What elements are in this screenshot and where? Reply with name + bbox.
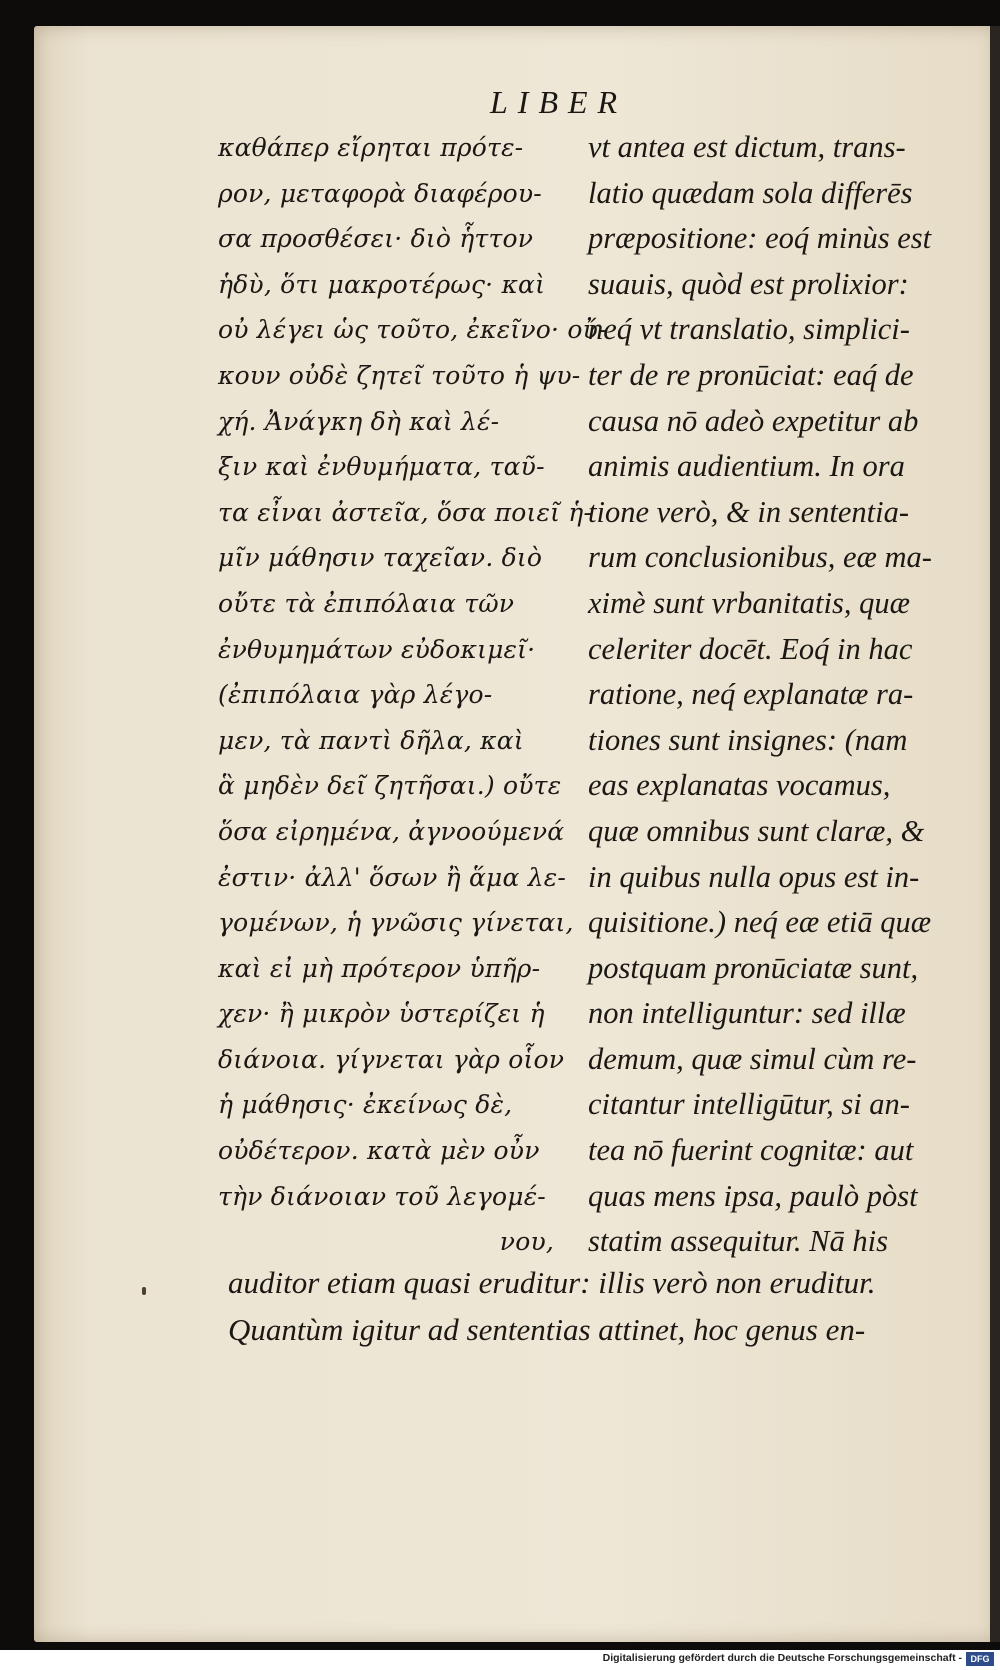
latin-line: ximè sunt vrbanitatis, quæ — [588, 585, 910, 620]
greek-line: καὶ εἰ μὴ πρότερον ὑπῆρ- — [218, 953, 541, 983]
greek-line: ἐνθυμημάτων εὐδοκιμεῖ· — [218, 634, 536, 664]
latin-line: tea nō fuerint cognitæ: aut — [588, 1133, 914, 1168]
latin-line: ter de re pronūciat: eaq́ de — [588, 357, 914, 392]
latin-line: eas explanatas vocamus, — [588, 768, 891, 803]
greek-line: γομένων, ἡ γνῶσις γίνεται, — [218, 908, 574, 938]
greek-line: μῖν μάθησιν ταχεῖαν. διὸ — [218, 543, 543, 573]
latin-line: præpositione: eoq́ minùs est — [588, 221, 932, 256]
greek-line: τα εἶναι ἀστεῖα, ὅσα ποιεῖ ἡ- — [218, 497, 593, 527]
greek-line: ἡ μάθησις· ἐκείνως δὲ, — [218, 1090, 513, 1120]
greek-line: κουν οὐδὲ ζητεῖ τοῦτο ἡ ψυ- — [218, 360, 581, 390]
full-width-line-2: Quantùm igitur ad sententias attinet, hoc genus en- — [228, 1312, 866, 1347]
latin-line: demum, quæ simul cùm re- — [588, 1041, 917, 1076]
latin-line: quisitione.) neq́ eæ etiā quæ — [588, 905, 932, 940]
dfg-logo: DFG — [966, 1652, 994, 1666]
latin-line: rum conclusionibus, eæ ma- — [588, 540, 932, 575]
greek-line: χή. Ἀνάγκη δὴ καὶ λέ- — [218, 406, 500, 436]
latin-line: tione verò, & in sententia- — [588, 494, 910, 529]
greek-line: ρον, μεταφορὰ διαφέρου- — [218, 178, 542, 208]
full-width-line-1: auditor etiam quasi eruditur: illis verò non eruditur. — [228, 1265, 876, 1300]
greek-line: χεν· ἢ μικρὸν ὑστερίζει ἡ — [218, 999, 545, 1029]
latin-line: in quibus nulla opus est in- — [588, 859, 920, 894]
latin-line: quas mens ipsa, paulò pòst — [588, 1178, 918, 1213]
greek-line: καθάπερ εἴρηται πρότε- — [218, 133, 524, 162]
latin-line: statim assequitur. Nā his — [588, 1224, 888, 1259]
greek-line: μεν, τὰ παντὶ δῆλα, καὶ — [218, 725, 524, 755]
latin-line: suauis, quòd est prolixior: — [588, 266, 909, 301]
latin-line: citantur intelligūtur, si an- — [588, 1087, 910, 1122]
latin-line: postquam pronūciatæ sunt, — [588, 950, 919, 985]
greek-line: οὐδέτερον. κατὰ μὲν οὖν — [218, 1136, 540, 1166]
greek-line: διάνοια. γίγνεται γὰρ οἷον — [218, 1044, 565, 1074]
greek-line: (ἐπιπόλαια γὰρ λέγο- — [218, 680, 493, 710]
greek-line: τὴν διάνοιαν τοῦ λεγομέ- — [218, 1181, 546, 1211]
latin-line: vt antea est dictum, trans- — [588, 130, 906, 164]
running-head: LIBER — [490, 84, 628, 120]
latin-line: celeriter docēt. Eoq́ in hac — [588, 631, 913, 666]
latin-line: latio quædam sola differēs — [588, 175, 913, 210]
footer-credit: Digitalisierung gefördert durch die Deutsche Forschungsgemeinschaft - — [602, 1652, 962, 1664]
latin-line: ratione, neq́ explanatæ ra- — [588, 677, 914, 712]
greek-line: ἐστιν· ἀλλ' ὅσων ἢ ἅμα λε- — [218, 862, 567, 892]
greek-line: ξιν καὶ ἐνθυμήματα, ταῦ- — [218, 452, 545, 482]
greek-line: οὔτε τὰ ἐπιπόλαια τῶν — [218, 588, 515, 618]
greek-line: ὅσα εἰρημένα, ἀγνοούμενά — [218, 816, 565, 846]
greek-line: ἃ μηδὲν δεῖ ζητῆσαι.) οὔτε — [218, 771, 562, 801]
latin-line: quæ omnibus sunt claræ, & — [588, 813, 925, 848]
page-edge — [990, 26, 1000, 1642]
latin-line: causa nō adeò expetitur ab — [588, 403, 919, 438]
greek-line: ἡδὺ, ὅτι μακροτέρως· καὶ — [218, 269, 546, 299]
latin-line: animis audientium. In ora — [588, 449, 905, 484]
greek-line: οὐ λέγει ὡς τοῦτο, ἐκεῖνο· οὔ- — [218, 315, 607, 345]
greek-column — [218, 125, 607, 1265]
margin-mark — [142, 1287, 146, 1295]
latin-line: neq́ vt translatio, simplici- — [588, 312, 910, 347]
greek-line: σα προσθέσει· διὸ ἧττον — [218, 224, 534, 254]
latin-line: non intelliguntur: sed illæ — [588, 996, 906, 1031]
latin-line: tiones sunt insignes: (nam — [588, 722, 908, 757]
latin-column — [588, 125, 973, 1265]
greek-line: νου, — [499, 1227, 554, 1257]
